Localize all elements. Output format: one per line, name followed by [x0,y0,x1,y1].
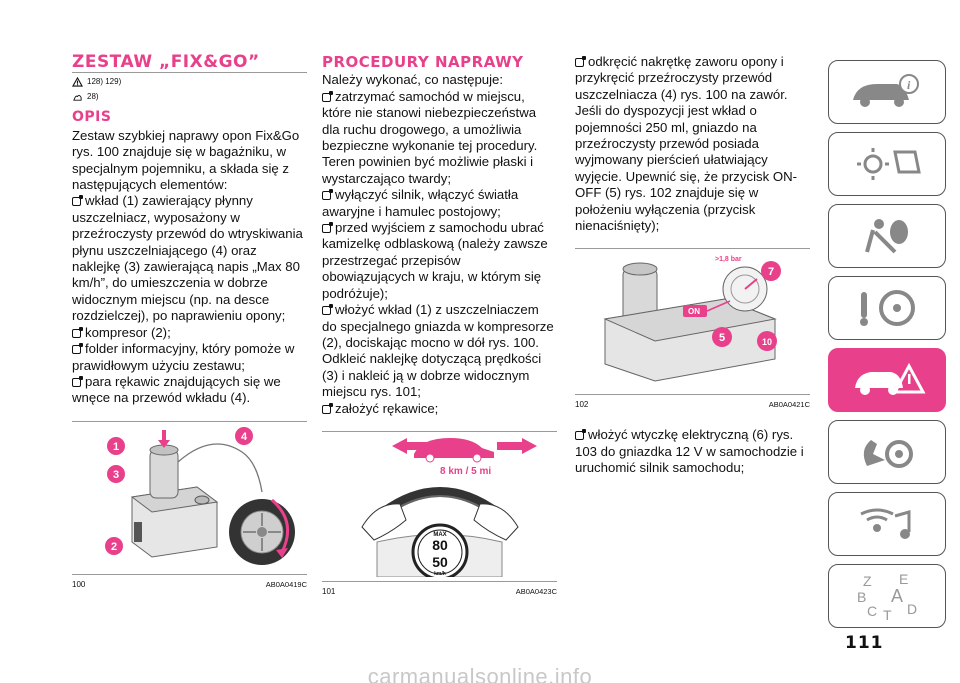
warning-triangle-icon [72,77,83,87]
speed-label: 8 km / 5 mi [440,465,492,477]
section-title: ZESTAW „FIX&GO” [72,52,260,72]
caution-hand-icon [72,92,83,102]
bullet-icon [575,58,584,67]
callout-label: 5 [718,332,726,345]
figure-code: AB0A0421C [768,399,810,409]
figure-102 [575,248,810,413]
section-title: PROCEDURY NAPRAWY [322,53,524,71]
list-item: założyć rękawice; [322,401,557,417]
bullet-icon [322,306,331,315]
figure-100 [72,421,307,594]
index-letter: C [867,603,878,619]
figure-code: AB0A0423C [515,587,557,597]
index-letter: Z [863,573,872,589]
index-letter: B [857,589,867,605]
intro-paragraph: Należy wykonać, co następuje: [322,72,504,88]
refs-text: 28) [87,92,99,102]
tab-driving[interactable] [828,276,946,340]
list-item: folder informacyjny, który pomoże w prawidłowym użyciu zestawu; [72,341,295,373]
pressure-label: >1,8 bar [715,256,742,264]
list-item: zatrzymać samochód w miejscu, które nie stanowi niebezpieczeństwa dla ruchu drogowego, a umożliwia bezpieczne wykonanie tej procedury. Teren powinien być możliwie płaski i wystarczająco twardy; [322,88,538,186]
maintenance-icon [847,430,927,474]
figure-code: AB0A0419C [265,580,307,590]
driving-steering-icon [847,286,927,330]
intro-paragraph: Zestaw szybkiej naprawy opon Fix&Go rys. 100 znajduje się w bagażniku, w specjalnym pojemniku, a składa się z następujących elementów: [72,127,300,193]
figure-caption [575,395,810,413]
bullet-icon [322,93,331,102]
callout-label: 1 [112,440,120,453]
sticker-bottom-value: 50 [432,553,448,570]
list-item: odkręcić nakrętkę zaworu opony i przykręcić przeźroczysty przewód uszczelniacza (4) rys. 100 na zawór. Jeśli do dyspozycji jest wkład o pojemności 250 ml, gniazdo na przeźroczysty przewód posiada wyjmowany pierścień ułatwiający wyjęcie. Upewnić się, że przycisk ON-OFF (5) rys. 102 znajduje się w położeniu wyłączenia (przycisk nienaciśnięty); [575,54,798,234]
bullet-icon [322,405,331,414]
bullet-icon [322,224,331,233]
figure-number: 102 [575,399,589,409]
bullet-icon [322,191,331,200]
column-2 [322,54,557,601]
tab-emergency[interactable] [828,348,946,412]
list-item: włożyć wtyczkę elektryczną (6) rys. 103 do gniazdka 12 V w samochodzie i uruchomić silnik samochodu; [575,427,804,476]
sticker-max: MAX [433,531,447,538]
watermark: carmanualsonline.info [367,664,593,683]
multimedia-icon [847,502,927,546]
bullet-icon [72,197,81,206]
emergency-car-icon [847,358,927,402]
refs-text: 128) 129) [87,77,122,87]
tab-car-info[interactable] [828,60,946,124]
tab-multimedia[interactable] [828,492,946,556]
list-item: wyłączyć silnik, włączyć światła awaryjne i hamulec postojowy; [322,187,519,219]
callout-label: 3 [112,468,120,481]
warning-refs-1 [72,76,307,88]
on-label: ON [688,307,700,317]
bullet-icon [72,378,81,387]
bullet-icon [72,345,81,354]
index-letter: D [907,601,918,617]
callout-label: 7 [767,266,775,279]
index-letter: E [899,571,909,587]
list-item: para rękawic znajdujących się we wnęce na przewód wkładu (4). [72,373,281,406]
bullet-icon [72,329,81,338]
column-1 [72,54,307,594]
index-icon [847,570,927,622]
tab-index[interactable] [828,564,946,628]
speed-sticker-illustration [322,432,557,577]
list-item: kompresor (2); [72,325,307,341]
page-number: 111 [845,633,884,653]
subsection-title: OPIS [72,109,112,126]
column-3 [575,54,810,477]
tab-safety[interactable] [828,204,946,268]
chapter-sidebar [828,60,946,636]
index-letter: A [891,586,904,606]
airbag-safety-icon [847,214,927,258]
figure-caption [72,575,307,593]
sticker-top-value: 80 [432,536,448,553]
tab-maintenance[interactable] [828,420,946,484]
list-item: włożyć wkład (1) z uszczelniaczem do specjalnego gniazda w kompresorze (2), dociskając mocno w dół rys. 100. Odkleić naklejkę dotyczącą prędkości (3) i nakleić ją w dobrze widocznym miejscu rys. 101; [322,302,554,400]
warning-refs-2 [72,91,307,103]
callout-label: 10 [761,337,773,348]
dashboard-lights-icon [847,142,927,186]
car-info-icon [847,72,927,112]
svg-text:i: i [907,78,911,92]
callout-label: 4 [240,430,248,443]
compressor-switch-illustration [575,249,810,389]
bullet-icon [575,431,584,440]
fix-go-kit-illustration [72,422,307,570]
callout-label: 2 [110,540,118,553]
sticker-unit: km/h [434,570,446,577]
list-item: przed wyjściem z samochodu ubrać kamizelkę odblaskową (należy zawsze przestrzegać przepisów obowiązujących w kraju, w którym się podróżuje); [322,220,548,301]
index-letter: T [883,607,892,622]
tab-dashboard-lights[interactable] [828,132,946,196]
figure-number: 101 [322,587,336,597]
list-item: wkład (1) zawierający płynny uszczelniacz, wyposażony w przeźroczysty przewód do wtryskiwania płynu uszczelniającego (4) oraz naklejkę (3) zawierającą napis „Max 80 km/h”, do umieszczenia w dobrze widocznym miejscu (np. na desce rozdzielczej), po naprawieniu opony; [72,193,303,324]
figure-caption [322,582,557,600]
figure-101 [322,431,557,601]
figure-number: 100 [72,580,86,590]
